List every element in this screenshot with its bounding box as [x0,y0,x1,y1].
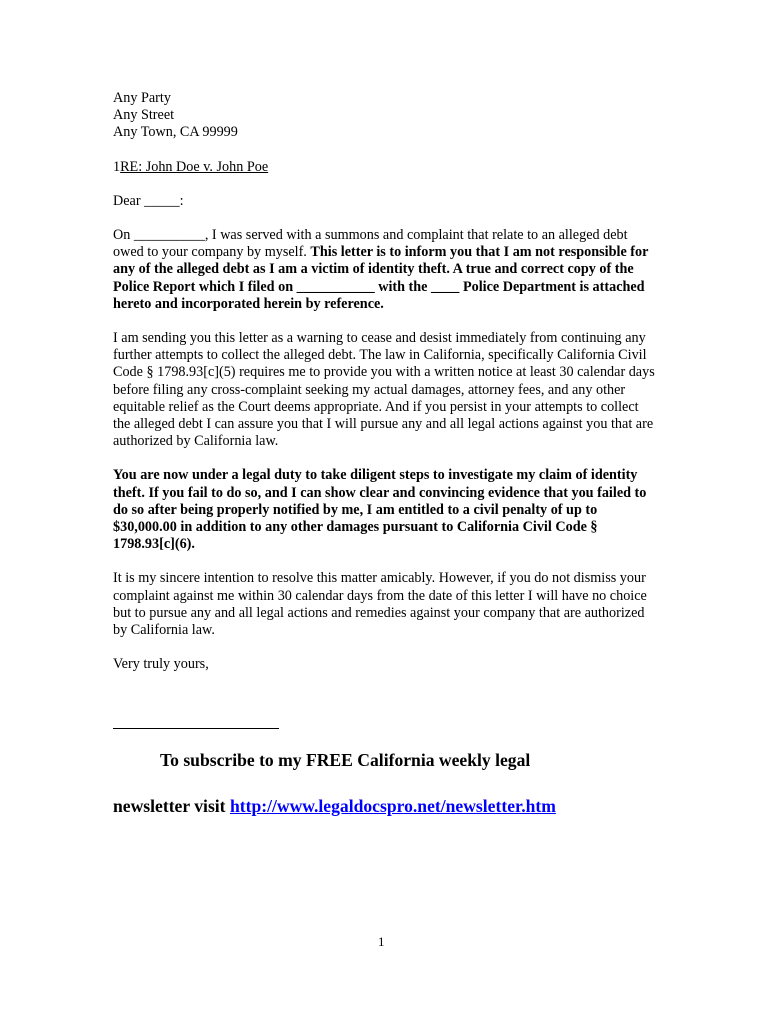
page-number: 1 [378,934,385,949]
re-prefix: 1 [113,158,121,175]
letter-body [113,90,658,673]
re-line [113,159,658,176]
address-line-3: Any Town, CA 99999 [113,124,238,141]
subscribe-line-2 [113,796,556,817]
paragraph-1 [113,227,658,313]
address-line-2: Any Street [113,107,175,124]
salutation: Dear _____: [113,192,184,209]
newsletter-link[interactable]: http://www.legaldocspro.net/newsletter.htm [229,796,556,816]
subscribe-prefix: newsletter visit [113,796,230,816]
subscribe-line-1: To subscribe to my FREE California weekly legal [160,750,531,770]
paragraph-2: I am sending you this letter as a warning to cease and desist immediately from continuing any further attempts to collect the alleged debt. The law in California, specifically California Civil Code § 1798.93[c](5) requires me to provide you with a written notice at least 30 calendar days before filing any cross-complaint seeking my actual damages, attorney fees, and any other equitable relief as the Court deems appropriate. And if you persist in your attempts to collect the alleged debt I can assure you that I will pursue any and all legal actions against you that are authorized by California law. [113,330,655,450]
closing: Very truly yours, [113,656,209,673]
paragraph-1-normal: On __________, I was served with a summons and complaint that relate to an alleged debt owed to your company by myself. [113,227,628,261]
paragraph-4: It is my sincere intention to resolve this matter amicably. However, if you do not dismiss your complaint against me within 30 calendar days from the date of this letter I will have no choice but to pursue any and all legal actions and remedies against your company that are authorized by California law. [113,570,647,639]
address-line-1: Any Party [113,90,171,106]
paragraph-3: You are now under a legal duty to take diligent steps to investigate my claim of identity theft. If you fail to do so, and I can show clear and convincing evidence that you failed to do so after being properly notified by me, I am entitled to a civil penalty of up to $30,000.00 in addition to any other damages pursuant to California Civil Code § 1798.93[c](6). [113,467,647,553]
signature-line [113,728,279,729]
paragraph-1-bold: This letter is to inform you that I am not responsible for any of the alleged debt as I am a victim of identity theft. A true and correct copy of the Police Report which I filed on ___________ with the ____ Police Department is attached hereto and incorporated herein by reference. [113,244,649,312]
sender-address [113,90,658,142]
re-text: RE: John Doe v. John Poe [120,158,269,175]
